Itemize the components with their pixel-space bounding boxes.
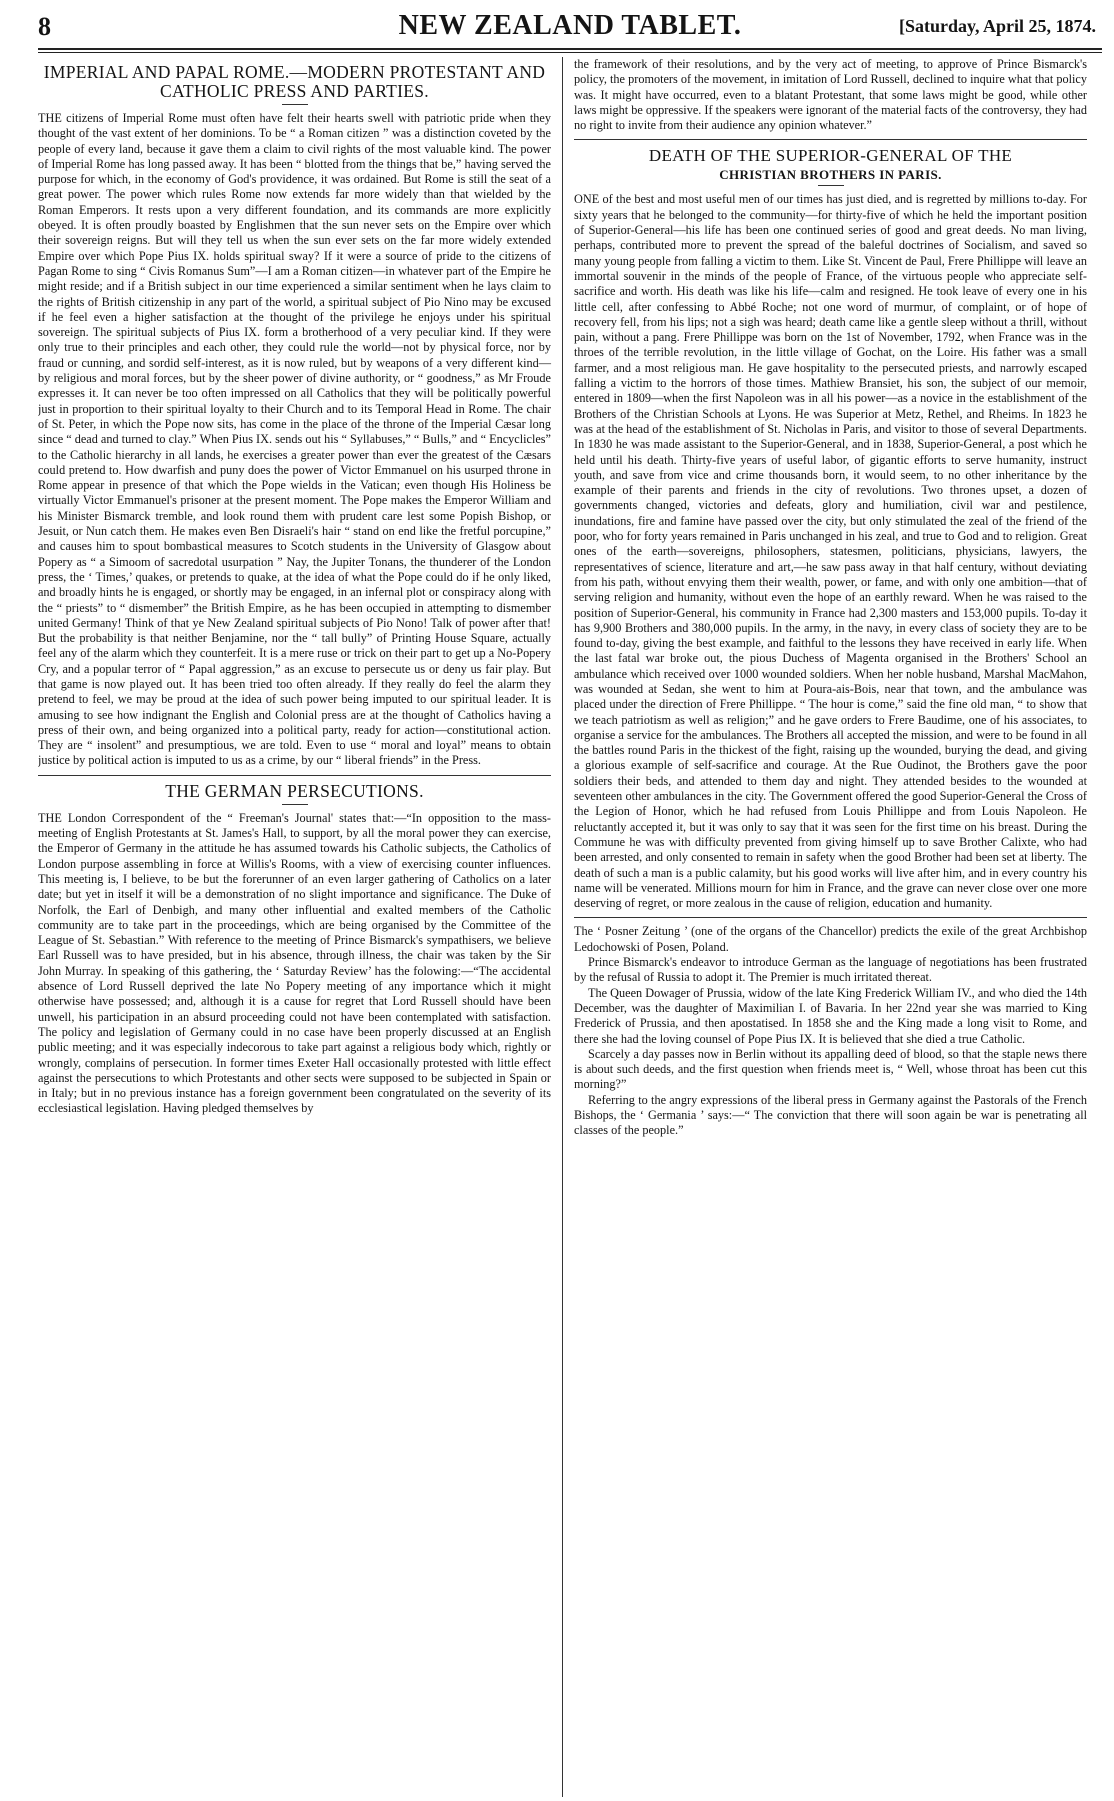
masthead-rule-thin bbox=[38, 52, 1102, 53]
article-body: ONE of the best and most useful men of our times has just died, and is regretted by millions to-day. For sixty years that he belonged to the community—for thirty-five of which he held the important position of Superior-General—his life has been one continued series of good and great deeds. No man living, perhaps, contributed more to prevent the spread of the baleful doctrines of Socialism, and saved so many young people from falling a victim to them. Like St. Vincent de Paul, Frere Phillippe will leave an immortal souvenir in the minds of the people of France, of the virtuous people who appreciate self-sacrifice and worth. His death was like his life—calm and resigned. He took leave of every one in his little cell, after confessing to Abbé Roche; not one word of murmur, of complaint, or of hope of recovery fell, from his lips; not a sigh was heard; death came like a gentle sleep without a thrill, without pain, without a pang. Frere Phillippe was born on the 1st of November, 1792, when France was in the throes of the terrible revolution, in the little village of Gochat, on the Loire. His father was a small farmer, and a most religious man. He gave hospitality to the persecuted priests, and narrowly escaped falling a victim to the horrors of those times. Mathiew Bransiet, his son, the subject of our memoir, entered in 1809—when the first Napoleon was in all his power—as a novice in the establishment of the Brothers of the Christian Schools at Lyons. He was Superior at Metz, Rethel, and Rheims. In 1823 he was at the head of the establishment of St. Nicholas in Paris, and visitor to those of several Departments. In 1830 he was made assistant to the Superior-General, and in 1838, Superior-General, a post which he held until his death. Thirty-five years of useful labor, of gigantic efforts to serve humanity, instruct youth, and save from vice and crime thousands born, it would seem, to no other inheritance by the example of their parents and friends in the city of revolutions. Two thrones upset, a dozen of governments changed, victories and defeats, glory and humiliation, civil war and pestilence, inundations, fire and famine have passed over the city, but only stimulated the zeal of the friend of the poor, who for forty years remained in Paris unchanged in his zeal, and true to God and to religion. Great ones of the earth—sovereigns, philosophers, statesmen, politicians, physicians, lawyers, the representatives of science, literature and art,—he saw pass away in that half century, without deviating from his path, without envying them their wealth, power, or fame, and with only one ambition—that of serving religion and humanity, without even the hope of an earthly reward. When he was raised to the position of Superior-General, his community in France had 2,300 masters and 153,000 pupils. To-day it has 9,900 Brothers and 380,000 pupils. In the army, in the navy, in every class of society they are to be found to-day, giving the best example, and faithful to the lessons they have received in early life. When the last fatal war broke out, the pious Duchess of Magenta organised in the Brothers' School an ambulance which received over 1000 wounded soldiers. When her noble husband, Marshal MacMahon, was wounded at Sedan, she went to him at Poura-ais-Bois, near that town, and the ambulance was placed under the direction of Frere Phillippe. “ The hour is come,” said the fine old man, “ to show that we teach patriotism as well as religion;” and he gave orders to Frere Baudime, one of his associates, to organise a service for the ambulances. The Brothers all accepted the mission, and were to be found in all the battles round Paris in the thickest of the fight, raising up the wounded, burying the dead, and giving a glorious example of self-sacrifice and courage. At the Rue Oudinot, the Brothers gave the poor soldiers their beds, and attended to them day and night. They attended besides to the wounded at seventeen other ambulances in the city. The Government offered the good Superior-General the Cross of the Legion of Honor, which he had refused from Louis Phillippe and from Louis Napoleon. He reluctantly accepted it, but it was only to say that it was seen for the first time on his breast. During the Commune he was with difficulty prevented from giving himself up to save Brother Calixte, who had been arrested, and only consented to remain in safety when the good Brother had been set at liberty. The death of such a man is a public calamity, but his good works will live after him, and in every country his name will be venerated. Millions mourn for him in France, and the grave can never close over one more deserving of regret, or more zealous in the cause of religion, education and humanity. bbox=[574, 192, 1087, 911]
news-item: Prince Bismarck's endeavor to introduce German as the language of negotiations has been frustrated by the refusal of Russia to adopt it. The Premier is much irritated thereat. bbox=[574, 955, 1087, 985]
article-separator bbox=[38, 775, 551, 776]
issue-date: [Saturday, April 25, 1874. bbox=[898, 16, 1096, 36]
news-item: The ‘ Posner Zeitung ’ (one of the organs of the Chancellor) predicts the exile of the great Archbishop Ledochowski of Posen, Poland. bbox=[574, 924, 1087, 954]
article-body: THE citizens of Imperial Rome must often have felt their hearts swell with patriotic pride when they thought of the vast extent of her dominions. To be “ a Roman citizen ” was a distinction coveted by the people of every land, because it gave them a claim to civil rights of the most valuable kind. The power of Imperial Rome has long passed away. It has been “ blotted from the things that be,” having served the purpose for which, in the economy of God's providence, it was ordained. But Rome is still the seat of a great power. The power which rules Rome now extends far more widely than that wielded by the Roman Emperors. It rests upon a very different foundation, and its commands are more explicitly obeyed. It is often proudly boasted by Englishmen that the sun never sets on the Empire over which their sovereign reigns. But will they tell us when the sun ever sets on the far more widely extended Empire over which Pope Pius IX. holds spiritual sway? If it were a source of pride to the citizens of Pagan Rome to sing “ Civis Romanus Sum”—I am a Roman citizen—in whatever part of the Empire he might reside; and if a British subject in our time experienced a similar sentiment when he lays claim to the rights of British citizenship in any part of the world, a spiritual subject of Pio Nino may be excused if he feel even a higher satisfaction at the thought of the privilege he enjoys under his spiritual sovereign. The spiritual subjects of Pius IX. form a brotherhood of a very peculiar kind. If they were only true to their principles and each other, they could rule the world—not by physical force, nor by fraud or cunning, and sordid self-interest, as it is now ruled, but by weapons of a very different kind—by religious and moral forces, but by the sheer power of divine authority, or “ goodness,” as Mr Froude expresses it. It can never be too often impressed on all Catholics that they will be politically powerful just in proportion to their spiritual loyalty to their Church and to its Temporal Head in Rome. The chair of St. Peter, in which the Pope now sits, has come in the place of the throne of the Imperial Cæsar long since “ dead and turned to clay.” When Pius IX. sends out his “ Syllabuses,” “ Bulls,” and “ Encyclicles” to the Catholic hierarchy in all lands, he exercises a greater power than ever the greatest of the Cæsars could pretend to. How dwarfish and puny does the power of Victor Emmanuel on his usurped throne in Rome appear in presence of that which the Pope wields in the Vatican; even though His Holiness be virtually Victor Emmanuel's prisoner at the present moment. The Pope makes the Emperor William and his Minister Bismarck tremble, and look round them with prudent care lest some Popish Bishop, or Jesuit, or Nun catch them. He makes even Ben Disraeli's hair “ stand on end like the fretful porcupine,” and causes him to spout bombastical measures to Scotch students in the University of Glasgow about Popery as “ a Simoom of sacredotal usurpation ” Nay, the Jupiter Tonans, the thunderer of the London press, the ‘ Times,’ quakes, or pretends to quake, at the idea of what the Pope could do if he only liked, and broadly hints he is engaged, or shortly may be engaged, in an infernal plot or conspiracy along with the “ priests” to “ dismember” the British Empire, as he has been occupied in attempting to dismember united Germany! Think of that ye New Zealand spiritual subjects of Pio Nono! Talk of power after that! But the probability is that neither Benjamine, nor the “ tall bully” of Printing House Square, actually feel any of the alarm which they counterfeit. It is a mere ruse or trick on their part to get up a No-Popery Cry, and a popular terror of “ Papal aggression,” as an excuse to persecute us or deny us fair play. But that game is now played out. It has been tried too often already. If they really do feel the alarm they pretend to feel, we may be proud at the idea of such power being imputed to our spiritual leader. It is amusing to see how indignant the English and Colonial press are at the thought of Catholics having a press of their own, and being organized into a political party, ready for action—constitutional action. They are “ insolent” and presumptious, we are told. Even to use “ moral and loyal” means to obtain justice by political action is imputed to us as a crime, by our “ liberal friends” in the Press. bbox=[38, 111, 551, 768]
article-separator bbox=[574, 917, 1087, 918]
news-item: The Queen Dowager of Prussia, widow of the late King Frederick William IV., and who died the 14th December, was the daughter of Maximilian I. of Bavaria. In her 22nd year she was married to King Frederick of Prussia, and then apostatised. In 1858 she and the King made a long visit to Rome, and there she had the loving counsel of Pope Pius IX. It is believed that she died a true Catholic. bbox=[574, 985, 1087, 1046]
heading-dash bbox=[282, 804, 308, 805]
article-german-persecutions bbox=[38, 782, 551, 1117]
heading-dash bbox=[282, 104, 308, 105]
right-column bbox=[562, 57, 1087, 1797]
news-items bbox=[574, 924, 1087, 1138]
continued-text: the framework of their resolutions, and by the very act of meeting, to approve of Prince Bismarck's policy, the promoters of the movement, in imitation of Lord Russell, declined to inquire what that policy was. It might have occurred, even to a blatant Protestant, that some laws might be good, while other laws might be oppressive. If the speakers were ignorant of the material facts of the controversy, they had no right to invite from their audience any opinion whatever.” bbox=[574, 57, 1087, 133]
article-subheading: CHRISTIAN BROTHERS IN PARIS. bbox=[719, 167, 942, 183]
article-separator bbox=[574, 139, 1087, 140]
news-item: Referring to the angry expressions of the liberal press in Germany against the Pastorals of the French Bishops, the ‘ Germania ’ says:—“ The conviction that there will soon again be war is penetrating all classes of the people.” bbox=[574, 1092, 1087, 1138]
article-heading: THE GERMAN PERSECUTIONS. bbox=[165, 780, 424, 801]
columns bbox=[38, 57, 1102, 1797]
article-heading: DEATH OF THE SUPERIOR-GENERAL OF THE bbox=[648, 146, 1013, 166]
masthead-rule bbox=[38, 48, 1102, 50]
article-body: THE London Correspondent of the “ Freeman's Journal' states that:—“In opposition to the mass-meeting of English Protestants at St. James's Hall, to support, by all the moral power they can exercise, the Emperor of Germany in the attitude he has assumed towards his Catholic subjects, the Catholics of London purpose assembling in force at Willis's Rooms, with a view of exercising counter influences. This meeting is, I believe, to be but the forerunner of an even larger gathering of Catholics on a later date; but yet in itself it will be a demonstration of no slight importance and significance. The Duke of Norfolk, the Earl of Denbigh, and many other influential and exalted members of the Catholic community are to take part in the proceedings, which are being organised by the Committee of the League of St. Sebastian.” With reference to the meeting of Prince Bismarck's sympathisers, we believe Earl Russell was to have presided, but in his absence, through illness, the chair was taken by the Sir John Murray. In speaking of this gathering, the ‘ Saturday Review’ has the folowing:—“The accidental absence of Lord Russell deprived the late No Popery meeting of any importance which it might otherwise have possessed; and, although it is a cause for regret that Lord Russell should have been unwell, his participation in an absurd proceeding could not have been contemplated with satisfaction. The policy and legislation of Germany could in no case have been properly discussed at an English public meeting; and it was especially indecorous to take part against a religious body which, rightly or wrongly, complains of persecution. In former times Exeter Hall occasionally protested with little effect against the persecutions to which Protestants and other sects were supposed to be subjected in Spain or in Italy; but in no previous instance has a foreign government been congratulated on the severity of its ecclesiastical legislation. Having pledged themselves by bbox=[38, 810, 551, 1116]
article-death-superior-general bbox=[574, 146, 1087, 911]
article-heading: IMPERIAL AND PAPAL ROME.—MODERN PROTESTANT AND CATHOLIC PRESS AND PARTIES. bbox=[43, 62, 546, 101]
heading-dash bbox=[818, 185, 844, 186]
news-item: Scarcely a day passes now in Berlin without its appalling deed of blood, so that the staple news there is about such deeds, and the first question when friends meet is, “ Well, whose throat has been cut this morning?” bbox=[574, 1046, 1087, 1092]
paper-title: NEW ZEALAND TABLET. bbox=[398, 10, 742, 41]
left-column bbox=[38, 57, 562, 1797]
masthead bbox=[38, 10, 1102, 46]
article-imperial-papal-rome bbox=[38, 63, 551, 769]
page-number: 8 bbox=[38, 12, 51, 41]
